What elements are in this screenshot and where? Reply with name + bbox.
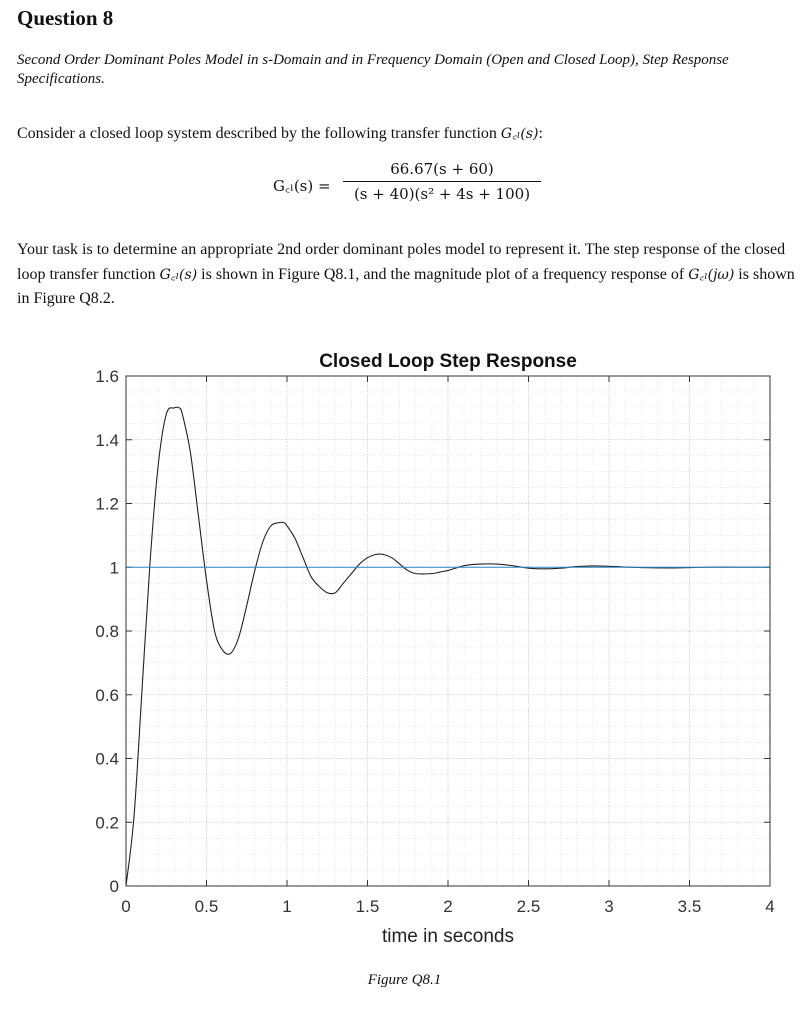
equation-lhs: G꜀ₗ(s) = <box>273 177 331 195</box>
y-tick-label: 1.6 <box>95 367 119 386</box>
chart-title: Closed Loop Step Response <box>319 351 577 372</box>
equation-numerator: 66.67(s + 60) <box>390 160 494 178</box>
chart-ticks <box>95 367 774 916</box>
task-paragraph <box>17 238 797 312</box>
transfer-function-equation <box>273 160 553 210</box>
y-tick-label: 0.6 <box>95 685 119 705</box>
figure-caption: Figure Q8.1 <box>367 972 442 988</box>
task-symbol-2: G꜀ₗ(jω) <box>688 266 735 283</box>
x-tick-label: 2 <box>443 897 453 916</box>
x-axis-label: time in seconds <box>381 926 515 947</box>
y-tick-label: 1.2 <box>95 494 119 514</box>
x-tick-label: 0.5 <box>194 897 219 916</box>
intro-symbol: G꜀ₗ(s) <box>500 126 539 142</box>
y-tick-label: 1.4 <box>95 430 119 450</box>
task-text-3: is shown in Figure Q8.2. <box>17 265 795 307</box>
x-tick-label: 2.5 <box>516 897 541 916</box>
question-subtitle: Second Order Dominant Poles Model in s-Domain and in Frequency Domain (Open and Closed Loop), Step Response Specifications. <box>17 52 729 87</box>
y-tick-label: 1 <box>109 558 119 578</box>
step-response-chart <box>0 340 809 960</box>
question-title: Question 8 <box>17 6 114 30</box>
equation-denominator: (s + 40)(s² + 4s + 100) <box>353 185 531 203</box>
intro-end: : <box>538 125 543 142</box>
y-tick-label: 0 <box>109 877 119 896</box>
y-tick-label: 0.2 <box>95 813 119 833</box>
x-tick-label: 1.5 <box>355 897 380 916</box>
x-tick-label: 4 <box>765 897 775 916</box>
x-tick-label: 3.5 <box>677 897 702 916</box>
x-tick-label: 3 <box>604 897 614 916</box>
y-tick-label: 0.8 <box>95 622 119 641</box>
intro-paragraph <box>17 123 797 145</box>
task-symbol-1: G꜀ₗ(s) <box>159 266 198 283</box>
intro-text: Consider a closed loop system described by the following transfer function <box>17 125 501 142</box>
y-tick-label: 0.4 <box>95 749 119 769</box>
x-tick-label: 1 <box>282 897 292 916</box>
task-text-1: Your task is to determine an appropriate 2nd order dominant poles model to represent it. The step response of the closed loop transfer function <box>17 241 786 283</box>
chart-grid <box>126 376 770 886</box>
x-tick-label: 0 <box>121 897 131 916</box>
equation-fraction <box>343 160 541 203</box>
task-text-2: is shown in Figure Q8.1, and the magnitude plot of a frequency response of <box>197 265 689 283</box>
